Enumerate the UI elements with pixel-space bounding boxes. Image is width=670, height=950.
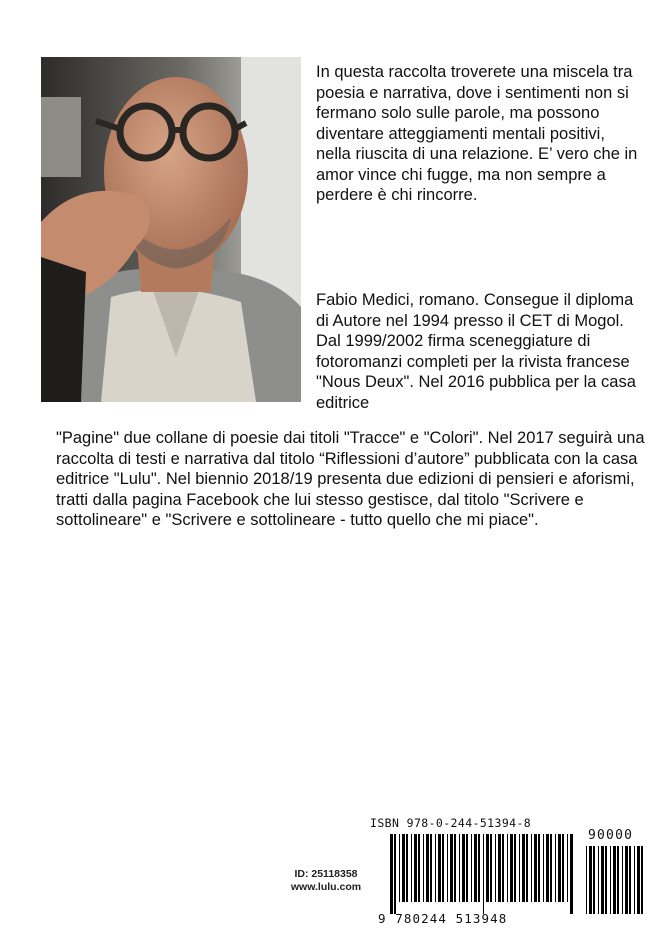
addon-bars: [586, 846, 644, 926]
barcode-bar: [426, 834, 429, 902]
barcode-bar: [442, 834, 444, 902]
barcode-bar: [402, 834, 405, 902]
barcode-bar: [629, 846, 631, 914]
publisher-url: www.lulu.com: [290, 881, 362, 893]
barcode-bar: [550, 834, 552, 902]
author-photo: [41, 57, 301, 402]
barcode-bar: [414, 834, 417, 902]
barcode-bar: [399, 834, 400, 902]
barcode-bar: [483, 834, 484, 914]
barcode-bar: [447, 834, 448, 902]
publisher-id: ID: 25118358: [294, 868, 358, 880]
barcode-bar: [478, 834, 480, 902]
barcode-bar: [593, 846, 595, 914]
barcode-bar: [507, 834, 508, 902]
barcode-bar: [555, 834, 556, 902]
isbn-barcode: [370, 816, 645, 928]
author-bio-paragraph-start: Fabio Medici, romano. Consegue il diploma di Autore nel 1994 presso il CET di Mogol. Dal 1999/2002 firma sceneggiature di fotoromanzi completi per la rivista francese "Nous Deux". Nel 2016 pubblica per la casa editrice: [316, 291, 636, 412]
barcode-bar: [438, 834, 441, 902]
barcode-bar: [531, 834, 532, 902]
barcode-bar: [589, 846, 592, 914]
barcode-bar: [406, 834, 408, 902]
barcode-bar: [562, 834, 564, 902]
barcode-bar: [510, 834, 513, 902]
barcode-bar: [471, 834, 472, 902]
barcode-bar: [466, 834, 468, 902]
barcode-bar: [498, 834, 501, 902]
barcode-bar: [558, 834, 561, 902]
barcode-bar: [462, 834, 465, 902]
intro-paragraph: In questa raccolta troverete una miscela tra poesia e narrativa, dove i sentimenti non si fermano solo sulle parole, ma possono diventare atteggiamenti mentali positivi, nella riuscita di una relazione. E’ vero che in amor vince chi fugge, ma non sempre a perdere è chi rincorre.: [316, 63, 638, 204]
barcode-bar: [637, 846, 640, 914]
barcode-bar: [411, 834, 412, 902]
barcode-bar: [435, 834, 436, 902]
barcode-bar: [570, 834, 573, 914]
barcode-bar: [502, 834, 504, 902]
barcode-bar: [613, 846, 616, 914]
barcode-bar: [634, 846, 635, 914]
barcode-bar: [543, 834, 544, 902]
barcode-bar: [622, 846, 623, 914]
barcode-bar: [495, 834, 496, 902]
barcode-bar: [423, 834, 424, 902]
barcode-bar: [454, 834, 456, 902]
author-bio-paragraph-continued: "Pagine" due collane di poesie dai titoli "Tracce" e "Colori". Nel 2017 seguirà una raccolta di testi e narrativa dal titolo “Riflessioni d’autore” pubblicata con la casa editrice "Lulu". Nel biennio 2018/19 presenta due edizioni di pensieri e aforismi, tratti dalla pagina Facebook che lui stesso gestisce, dal titolo "Scrivere e sottolineare" e "Scrivere e sottolineare - tutto quello che mi piace".: [56, 429, 645, 529]
barcode-bar: [450, 834, 453, 902]
barcode-bar: [538, 834, 540, 902]
barcode-bar: [546, 834, 549, 902]
barcode-bar: [390, 834, 393, 914]
barcode-bar: [641, 846, 643, 914]
ean-digits: 9 780244 513948: [378, 911, 508, 926]
isbn-label: ISBN 978-0-244-51394-8: [370, 816, 532, 830]
addon-digits: 90000: [588, 828, 634, 843]
barcode-bar: [522, 834, 525, 902]
barcode-bar: [486, 834, 489, 902]
barcode-bar: [526, 834, 528, 902]
barcode-bar: [490, 834, 492, 902]
barcode-bar: [534, 834, 537, 902]
publisher-info: [276, 868, 376, 894]
barcode-bar: [430, 834, 432, 902]
barcode-bar: [519, 834, 520, 902]
ean-bars: [390, 834, 576, 914]
barcode-bar: [567, 834, 568, 902]
barcode-bar: [586, 846, 587, 914]
barcode-bar: [474, 834, 477, 902]
barcode-bar: [514, 834, 516, 902]
barcode-bar: [610, 846, 611, 914]
barcode-bar: [418, 834, 420, 902]
barcode-bar: [617, 846, 619, 914]
barcode-bar: [394, 834, 396, 914]
barcode-bar: [459, 834, 460, 902]
barcode-bar: [601, 846, 604, 914]
barcode-bar: [625, 846, 628, 914]
barcode-bar: [598, 846, 599, 914]
barcode-bar: [605, 846, 607, 914]
